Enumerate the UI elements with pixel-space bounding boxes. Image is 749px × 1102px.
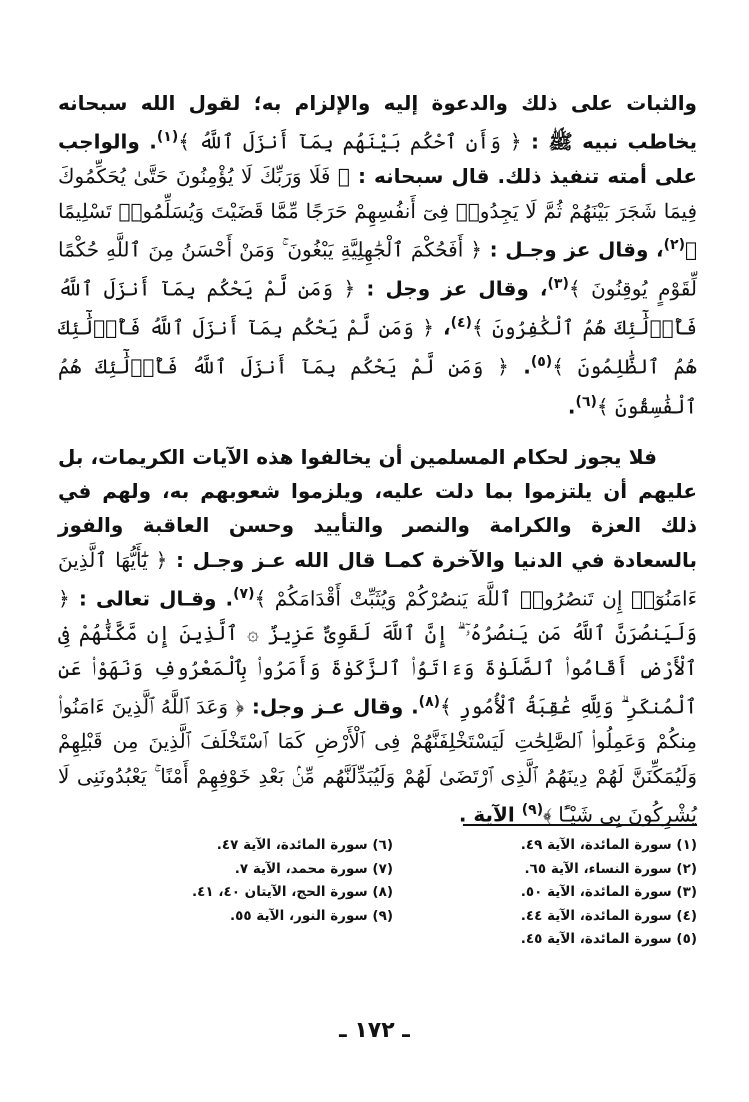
text-run: . bbox=[567, 394, 576, 419]
main-text bbox=[58, 86, 697, 832]
quran-verse: ﴿ وَعَدَ ٱللَّهُ ٱلَّذِينَ ءَامَنُوا۟ مِنكُمْ وَعَمِلُوا۟ ٱلصَّٰلِحَٰتِ لَيَسْتَخْلِفَنَّهُمْ فِى ٱلْأَرْضِ كَمَا ٱسْتَخْلَفَ ٱلَّذِينَ مِن قَبْلِهِمْ وَلَيُمَكِّنَنَّ لَهُمْ دِينَهُمُ ٱلَّذِى ٱرْتَضَىٰ لَهُمْ وَلَيُبَدِّلَنَّهُم مِّنۢ بَعْدِ خَوْفِهِمْ أَمْنًا ۚ يَعْبُدُونَنِى لَا يُشْرِكُونَ بِى شَيْـًٔا ﴾ bbox=[58, 694, 697, 827]
footnote-1: (١) سورة المائدة، الآية ٤٩. bbox=[520, 837, 697, 853]
footnote-reference: (٩) bbox=[521, 801, 544, 818]
quran-verse: ﴿ فَلَا وَرَبِّكَ لَا يُؤْمِنُونَ حَتَّىٰ يُحَكِّمُوكَ فِيمَا شَجَرَ بَيْنَهُمْ ثُمَّ لَا يَجِدُوا۟ فِىٓ أَنفُسِهِمْ حَرَجًا مِّمَّا قَضَيْتَ وَيُسَلِّمُوا۟ تَسْلِيمًا ﴾ bbox=[58, 164, 698, 262]
footnote-reference: (٤) bbox=[450, 315, 472, 332]
footnotes-column-right bbox=[457, 834, 697, 952]
quran-verse: ﴿ وَمَن لَّمْ يَحْكُم بِمَآ أَنزَلَ ٱللَّهُ فَأُو۟لَٰٓئِكَ هُمُ ٱلْكَٰفِرُونَ ﴾ bbox=[58, 277, 698, 341]
footnote-reference: (٧) bbox=[233, 586, 255, 603]
footnote-reference: (٣) bbox=[547, 276, 569, 293]
footnote-6: (٦) سورة المائدة، الآية ٤٧. bbox=[216, 837, 393, 853]
footnote-4: (٤) سورة المائدة، الآية ٤٤. bbox=[520, 907, 697, 924]
quran-verse: ﴿ وَمَن لَّمْ يَحْكُم بِمَآ أَنزَلَ ٱللَّهُ فَأُو۟لَٰٓئِكَ هُمُ ٱلظَّٰلِمُونَ ﴾ bbox=[58, 316, 697, 380]
text-run: . وقال عـز وجل: bbox=[244, 694, 419, 719]
page-number: ـ ١٧٢ ـ bbox=[339, 1018, 410, 1043]
footnote-reference: (٨) bbox=[418, 694, 441, 711]
paragraph-2 bbox=[58, 440, 697, 832]
text-run: الآية . bbox=[458, 802, 522, 827]
text-run: فلا يجوز لحكام المسلمين أن يخالفوا هذه الآيات الكريمات، بل عليهم أن يلتزموا بما دلت عليه، ويلزموا شعوبهم به، ولهم في ذلك العزة والكرامة والنصر والتأييد وحسن العاقبة والفوز بالسعادة في الدنيا والآخرة كمـا قال الله عـز وجـل : bbox=[58, 444, 697, 572]
quran-verse: ﴿ وَمَن لَّمْ يَحْكُم بِمَآ أَنزَلَ ٱللَّهُ فَأُو۟لَٰٓئِكَ هُمُ ٱلْفَٰسِقُونَ ﴾ bbox=[58, 355, 697, 419]
footnote-2: (٢) سورة النساء، الآية ٦٥. bbox=[524, 860, 697, 877]
text-run: . وقـال تعالى : bbox=[69, 586, 234, 611]
quran-verse: ﴿ وَأَنِ ٱحْكُم بَيْنَهُم بِمَآ أَنزَلَ ٱللَّهُ ﴾ bbox=[178, 130, 522, 155]
footnote-reference: (٦) bbox=[575, 393, 597, 410]
text-run: والثبات على ذلك والدعوة إليه والإلزام به؛ لقول الله سبحانه يخاطب نبيه ﷺ : bbox=[58, 91, 698, 155]
footnote-5: (٥) سورة المائدة، الآية ٤٥. bbox=[520, 931, 697, 948]
quran-verse: ﴿ وَلَيَنصُرَنَّ ٱللَّهُ مَن يَنصُرُهُۥٓ ۗ إِنَّ ٱللَّهَ لَقَوِىٌّ عَزِيزٌ ۞ ٱلَّذِينَ إِن مَّكَّنَّٰهُمْ فِى ٱلْأَرْضِ أَقَامُوا۟ ٱلصَّلَوٰةَ وَءَاتَوُا۟ ٱلزَّكَوٰةَ وَأَمَرُوا۟ بِٱلْمَعْرُوفِ وَنَهَوْا۟ عَنِ ٱلْمُنكَرِ ۗ وَلِلَّهِ عَٰقِبَةُ ٱلْأُمُورِ ﴾ bbox=[58, 586, 697, 719]
text-run: ، bbox=[433, 316, 451, 341]
footnote-3: (٣) سورة المائدة، الآية ٥٠. bbox=[520, 884, 697, 901]
footnote-reference: (٥) bbox=[530, 354, 553, 371]
text-run: ، وقال عز وجـل : bbox=[482, 237, 664, 262]
text-run: . bbox=[508, 355, 531, 380]
footnote-9: (٩) سورة النور، الآية ٥٥. bbox=[229, 907, 393, 924]
text-run: . والواجب على أمته تنفيذ ذلك. قال سبحانه : bbox=[58, 130, 697, 189]
footnotes-column-left bbox=[153, 834, 393, 952]
footnote-8: (٨) سورة الحج، الآيتان ٤٠، ٤١. bbox=[192, 884, 393, 901]
footnote-separator bbox=[463, 824, 697, 826]
quran-verse: ﴿ يَٰٓأَيُّهَا ٱلَّذِينَ ءَامَنُوٓا۟ إِن تَنصُرُوا۟ ٱللَّهَ يَنصُرْكُمْ وَيُثَبِّتْ أَقْدَامَكُمْ ﴾ bbox=[58, 547, 697, 611]
quran-verse: ﴿ أَفَحُكْمَ ٱلْجَٰهِلِيَّةِ يَبْغُونَ ۚ وَمَنْ أَحْسَنُ مِنَ ٱللَّهِ حُكْمًا لِّقَوْمٍ يُوقِنُونَ ﴾ bbox=[58, 237, 697, 301]
footnotes bbox=[60, 834, 697, 952]
footnote-reference: (١) bbox=[156, 129, 179, 146]
footnote-reference: (٢) bbox=[663, 237, 685, 254]
text-run: ، وقال عز وجل : bbox=[355, 277, 548, 301]
footnote-7: (٧) سورة محمد، الآية ٧. bbox=[234, 860, 393, 877]
paragraph-1 bbox=[58, 86, 697, 424]
